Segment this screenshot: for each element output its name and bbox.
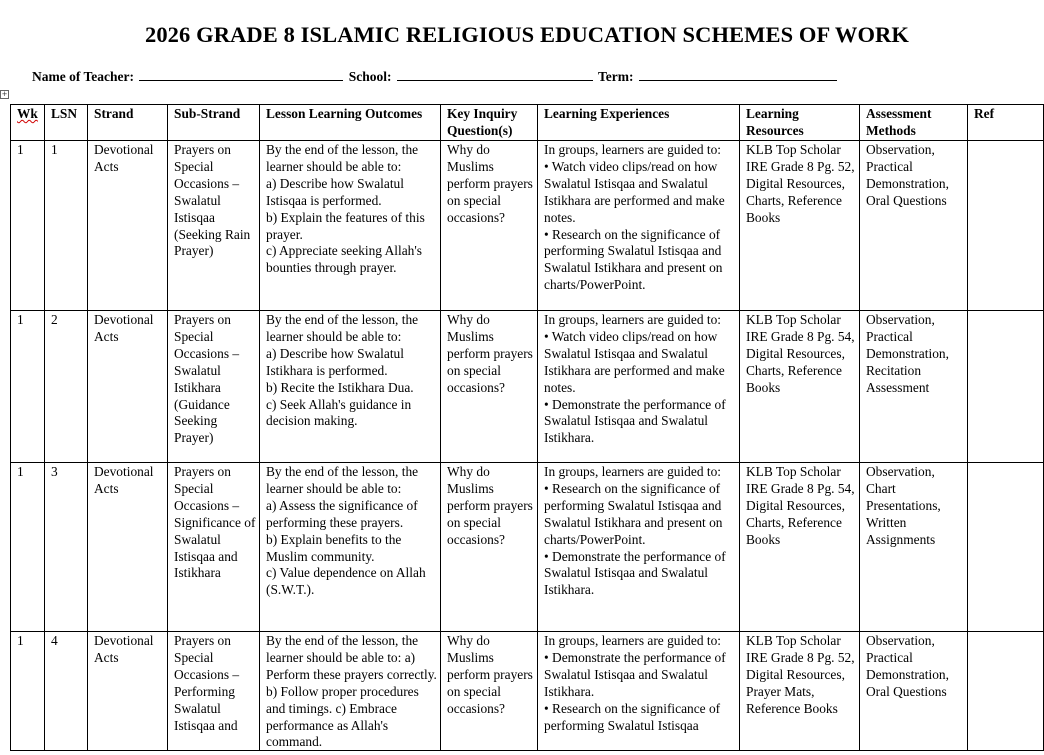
lsn-cell[interactable]: 1 — [45, 141, 88, 311]
table-row — [11, 141, 1044, 311]
strand-cell[interactable]: Devotional Acts — [88, 141, 168, 311]
sub-strand-cell[interactable]: Prayers on Special Occasions – Swalatul Istikhara (Guidance Seeking Prayer) — [168, 311, 260, 463]
table-row — [11, 311, 1044, 463]
experiences-cell[interactable]: In groups, learners are guided to: • Demonstrate the performance of Swalatul Istisqaa and Swalatul Istikhara. • Research on the significance of performing Swalatul Istisqaa — [538, 632, 740, 751]
wk-cell[interactable]: 1 — [11, 463, 45, 632]
strand-cell[interactable]: Devotional Acts — [88, 632, 168, 751]
col-outcomes: Lesson Learning Outcomes — [260, 105, 441, 141]
ref-cell[interactable] — [968, 463, 1044, 632]
experiences-cell[interactable]: In groups, learners are guided to: • Watch video clips/read on how Swalatul Istisqaa and Swalatul Istikhara are performed and make notes. • Research on the significance of performing Swalatul Istisqaa and Swalatul Istikhara and present on charts/PowerPoint. — [538, 141, 740, 311]
school-blank[interactable] — [397, 68, 593, 81]
col-sub-strand: Sub-Strand — [168, 105, 260, 141]
assessment-cell[interactable]: Observation, Practical Demonstration, Oral Questions — [860, 632, 968, 751]
col-wk: Wk — [11, 105, 45, 141]
col-strand: Strand — [88, 105, 168, 141]
table-row — [11, 463, 1044, 632]
assessment-cell[interactable]: Observation, Chart Presentations, Written Assignments — [860, 463, 968, 632]
col-ref: Ref — [968, 105, 1044, 141]
col-experiences: Learning Experiences — [538, 105, 740, 141]
ref-cell[interactable] — [968, 632, 1044, 751]
inquiry-cell[interactable]: Why do Muslims perform prayers on special occasions? — [441, 632, 538, 751]
wk-cell[interactable]: 1 — [11, 311, 45, 463]
table-move-handle-icon[interactable]: + — [1, 90, 8, 98]
assessment-cell[interactable]: Observation, Practical Demonstration, Recitation Assessment — [860, 311, 968, 463]
sub-strand-cell[interactable]: Prayers on Special Occasions – Performing Swalatul Istisqaa and — [168, 632, 260, 751]
outcomes-cell[interactable]: By the end of the lesson, the learner should be able to: a) Perform these prayers correctly. b) Follow proper procedures and timings. c) Embrace performance as Allah's command. — [260, 632, 441, 751]
resources-cell[interactable]: KLB Top Scholar IRE Grade 8 Pg. 54, Digital Resources, Charts, Reference Books — [740, 311, 860, 463]
wk-cell[interactable]: 1 — [11, 632, 45, 751]
school-label: School: — [348, 69, 392, 84]
table-row — [11, 632, 1044, 751]
col-inquiry: Key Inquiry Question(s) — [441, 105, 538, 141]
ref-cell[interactable] — [968, 311, 1044, 463]
sub-strand-cell[interactable]: Prayers on Special Occasions – Swalatul Istisqaa (Seeking Rain Prayer) — [168, 141, 260, 311]
col-lsn: LSN — [45, 105, 88, 141]
header-fields — [32, 68, 839, 85]
strand-cell[interactable]: Devotional Acts — [88, 463, 168, 632]
experiences-cell[interactable]: In groups, learners are guided to: • Research on the significance of performing Swalatul Istisqaa and Swalatul Istikhara and present on charts/PowerPoint. • Demonstrate the performance of Swalatul Istisqaa and Swalatul Istikhara. — [538, 463, 740, 632]
term-label: Term: — [598, 69, 634, 84]
teacher-blank[interactable] — [139, 68, 343, 81]
lsn-cell[interactable]: 4 — [45, 632, 88, 751]
resources-cell[interactable]: KLB Top Scholar IRE Grade 8 Pg. 52, Digital Resources, Charts, Reference Books — [740, 141, 860, 311]
outcomes-cell[interactable]: By the end of the lesson, the learner should be able to: a) Describe how Swalatul Istikhara is performed. b) Recite the Istikhara Dua. c) Seek Allah's guidance in decision making. — [260, 311, 441, 463]
document-title: 2026 GRADE 8 ISLAMIC RELIGIOUS EDUCATION SCHEMES OF WORK — [144, 22, 910, 47]
assessment-cell[interactable]: Observation, Practical Demonstration, Oral Questions — [860, 141, 968, 311]
lsn-cell[interactable]: 3 — [45, 463, 88, 632]
term-blank[interactable] — [639, 68, 837, 81]
schemes-table — [10, 104, 1044, 751]
inquiry-cell[interactable]: Why do Muslims perform prayers on special occasions? — [441, 463, 538, 632]
resources-cell[interactable]: KLB Top Scholar IRE Grade 8 Pg. 52, Digital Resources, Prayer Mats, Reference Books — [740, 632, 860, 751]
inquiry-cell[interactable]: Why do Muslims perform prayers on special occasions? — [441, 311, 538, 463]
inquiry-cell[interactable]: Why do Muslims perform prayers on special occasions? — [441, 141, 538, 311]
experiences-cell[interactable]: In groups, learners are guided to: • Watch video clips/read on how Swalatul Istisqaa and Swalatul Istikhara are performed and make notes. • Demonstrate the performance of Swalatul Istisqaa and Swalatul Istikhara. — [538, 311, 740, 463]
col-assessment: Assessment Methods — [860, 105, 968, 141]
outcomes-cell[interactable]: By the end of the lesson, the learner should be able to: a) Assess the significance of performing these prayers. b) Explain benefits to the Muslim community. c) Value dependence on Allah (S.W.T.). — [260, 463, 441, 632]
ref-cell[interactable] — [968, 141, 1044, 311]
wk-cell[interactable]: 1 — [11, 141, 45, 311]
strand-cell[interactable]: Devotional Acts — [88, 311, 168, 463]
sub-strand-cell[interactable]: Prayers on Special Occasions – Significance of Swalatul Istisqaa and Istikhara — [168, 463, 260, 632]
resources-cell[interactable]: KLB Top Scholar IRE Grade 8 Pg. 54, Digital Resources, Charts, Reference Books — [740, 463, 860, 632]
teacher-label: Name of Teacher: — [32, 69, 134, 84]
lsn-cell[interactable]: 2 — [45, 311, 88, 463]
outcomes-cell[interactable]: By the end of the lesson, the learner should be able to: a) Describe how Swalatul Istisqaa is performed. b) Explain the features of this prayer. c) Appreciate seeking Allah's bounties through prayer. — [260, 141, 441, 311]
col-resources: Learning Resources — [740, 105, 860, 141]
header-row — [11, 105, 1044, 141]
